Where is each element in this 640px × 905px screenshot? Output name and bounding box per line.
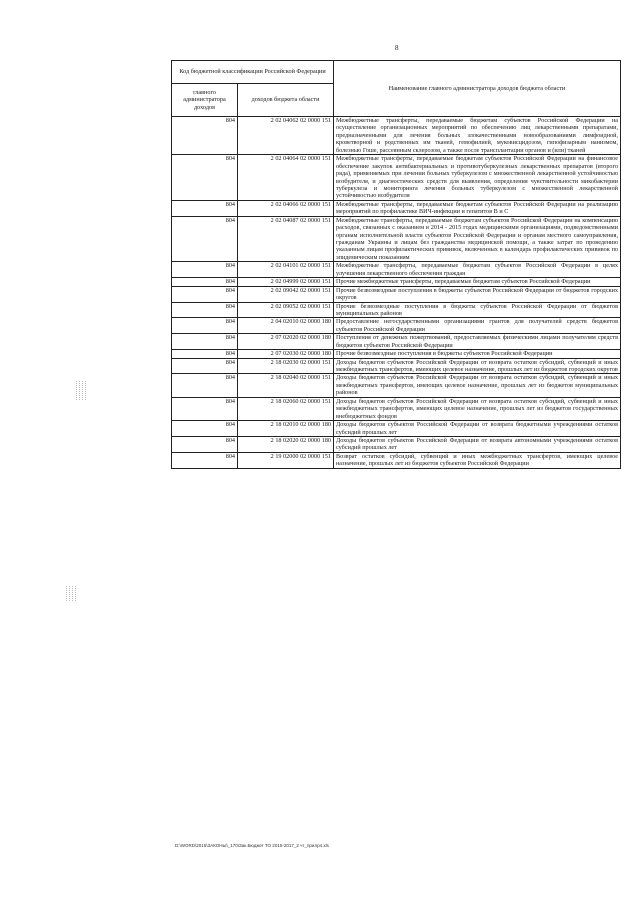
table-row — [172, 278, 621, 286]
admin-code-cell: 804 — [172, 436, 238, 452]
income-name-cell: Предоставление негосударственными организациями грантов для получателей средств бюджетов субъектов Российской Федерации — [334, 318, 621, 334]
income-code-cell: 2 02 04999 02 0000 151 — [238, 278, 334, 286]
income-name-cell: Доходы бюджетов субъектов Российской Федерации от возврата бюджетными учреждениями остатков субсидий прошлых лет — [334, 421, 621, 437]
income-name-cell: Доходы бюджетов субъектов Российской Федерации от возврата автономными учреждениями остатков субсидий прошлых лет — [334, 436, 621, 452]
scan-noise-left-lower — [66, 585, 76, 602]
header-name: Наименование главного администратора доходов бюджета области — [334, 61, 621, 117]
income-code-cell: 2 18 02030 02 0000 151 — [238, 358, 334, 374]
admin-code-cell: 804 — [172, 421, 238, 437]
income-name-cell: Возврат остатков субсидий, субвенций и иных межбюджетных трансфертов, имеющих целевое назначение, прошлых лет из бюджетов субъектов Российской Федерации — [334, 452, 621, 468]
admin-code-cell: 804 — [172, 216, 238, 262]
income-code-cell: 2 02 04087 02 0000 151 — [238, 216, 334, 262]
income-name-cell: Межбюджетные трансферты, передаваемые бюджетам субъектов Российской Федерации на осуществление организационных мероприятий по обеспечению лиц лекарственными препаратами, предназначенными для лечения больных злокачественными новообразованиями лимфоидной, кроветворной и родственных им тканей, гемофилией, муковисцидозом, гипофизарным нанизмом, болезнью Гоше, рассеянным склерозом, а также после трансплантации органов и (или) тканей — [334, 117, 621, 155]
table-row — [172, 286, 621, 302]
admin-code-cell: 804 — [172, 452, 238, 468]
admin-code-cell: 804 — [172, 117, 238, 155]
admin-code-cell: 804 — [172, 155, 238, 201]
scan-noise-left — [76, 380, 86, 401]
table-row — [172, 216, 621, 262]
income-name-cell: Прочие безвозмездные поступления в бюджеты субъектов Российской Федерации — [334, 350, 621, 358]
table-row — [172, 334, 621, 350]
table-row — [172, 302, 621, 318]
income-code-cell: 2 18 02010 02 0000 180 — [238, 421, 334, 437]
table-row — [172, 436, 621, 452]
admin-code-cell: 804 — [172, 397, 238, 420]
header-income: доходов бюджета области — [238, 84, 334, 117]
income-name-cell: Межбюджетные трансферты, передаваемые бюджетам субъектов Российской Федерации в целях улучшения лекарственного обеспечения граждан — [334, 262, 621, 278]
admin-code-cell: 804 — [172, 358, 238, 374]
income-code-cell: 2 18 02040 02 0000 151 — [238, 374, 334, 397]
table-row — [172, 358, 621, 374]
table-body — [172, 117, 621, 469]
income-name-cell: Доходы бюджетов субъектов Российской Федерации от возврата остатков субсидий, субвенций и иных межбюджетных трансфертов, имеющих целевое назначение, прошлых лет из бюджетов муниципальных районов — [334, 374, 621, 397]
table-row — [172, 262, 621, 278]
income-code-cell: 2 18 02060 02 0000 151 — [238, 397, 334, 420]
income-name-cell: Межбюджетные трансферты, передаваемые бюджетам субъектов Российской Федерации на компенсацию расходов, связанных с оказанием в 2014 - 2015 годах медицинскими организациями, подведомственными органам исполнительной власти субъектов Российской Федерации и органам местного самоуправления, гражданам Украины и лицам без гражданства медицинской помощи, а также затрат по проведению указанным лицам профилактических прививок, включенных в календарь профилактических прививок по эпидемическим показаниям — [334, 216, 621, 262]
table-row — [172, 200, 621, 216]
table-row — [172, 452, 621, 468]
table-row — [172, 117, 621, 155]
admin-code-cell: 804 — [172, 200, 238, 216]
income-code-cell: 2 07 02020 02 0000 180 — [238, 334, 334, 350]
admin-code-cell: 804 — [172, 278, 238, 286]
admin-code-cell: 804 — [172, 286, 238, 302]
income-name-cell: Межбюджетные трансферты, передаваемые бюджетам субъектов Российской Федерации на реализацию мероприятий по профилактике ВИЧ-инфекции и гепатитов В и С — [334, 200, 621, 216]
admin-code-cell: 804 — [172, 374, 238, 397]
admin-code-cell: 804 — [172, 334, 238, 350]
income-name-cell: Межбюджетные трансферты, передаваемые бюджетам субъектов Российской Федерации на финансовое обеспечение закупок антибактериальных и противотуберкулезных лекарственных препаратов (второго ряда), применяемых при лечении больных туберкулезом с множественной лекарственной устойчивостью возбудителя, и диагностических средств для выявления, определения чувствительности микобактерии туберкулеза и мониторинга лечения больных туберкулезом с множественной лекарственной устойчивостью возбудителя — [334, 155, 621, 201]
header-code-group: Код бюджетной классификации Российской Федерации — [172, 61, 334, 84]
admin-code-cell: 804 — [172, 318, 238, 334]
table-row — [172, 350, 621, 358]
table-row — [172, 421, 621, 437]
admin-code-cell: 804 — [172, 262, 238, 278]
income-code-cell: 2 18 02020 02 0000 180 — [238, 436, 334, 452]
income-code-cell: 2 02 04062 02 0000 151 — [238, 117, 334, 155]
income-name-cell: Прочие безвозмездные поступления в бюджеты субъектов Российской Федерации от бюджетов городских округов — [334, 286, 621, 302]
income-code-cell: 2 07 02030 02 0000 180 — [238, 350, 334, 358]
income-code-cell: 2 02 04064 02 0000 151 — [238, 155, 334, 201]
income-name-cell: Прочие межбюджетные трансферты, передаваемые бюджетам субъектов Российской Федерации — [334, 278, 621, 286]
income-code-cell: 2 02 04101 02 0000 151 — [238, 262, 334, 278]
income-name-cell: Доходы бюджетов субъектов Российской Федерации от возврата остатков субсидий, субвенций и иных межбюджетных трансфертов, имеющих целевое назначение, прошлых лет из бюджетов государственных внебюджетных фондов — [334, 397, 621, 420]
income-code-cell: 2 19 02000 02 0000 151 — [238, 452, 334, 468]
income-name-cell: Поступления от денежных пожертвований, предоставляемых физическими лицами получателям средств бюджетов субъектов Российской Федерации — [334, 334, 621, 350]
budget-classification-table — [171, 60, 621, 469]
income-name-cell: Доходы бюджетов субъектов Российской Федерации от возврата остатков субсидий, субвенций и иных межбюджетных трансфертов, имеющих целевое назначение, прошлых лет из бюджетов городских округов — [334, 358, 621, 374]
income-name-cell: Прочие безвозмездные поступления в бюджеты субъектов Российской Федерации от бюджетов муниципальных районов — [334, 302, 621, 318]
income-code-cell: 2 02 09042 02 0000 151 — [238, 286, 334, 302]
page-number: 8 — [395, 44, 399, 52]
table-row — [172, 397, 621, 420]
header-admin: главного администратора доходов — [172, 84, 238, 117]
income-code-cell: 2 02 09052 02 0000 151 — [238, 302, 334, 318]
income-code-cell: 2 04 02010 02 0000 180 — [238, 318, 334, 334]
admin-code-cell: 804 — [172, 302, 238, 318]
file-path-footer: D:\WORD\2015\ЗАКОНЫ\_170\Зак.Бюджет ТО 2015-2017_2 чт_прилр4.xls — [175, 843, 329, 848]
income-code-cell: 2 02 04066 02 0000 151 — [238, 200, 334, 216]
table-row — [172, 374, 621, 397]
admin-code-cell: 804 — [172, 350, 238, 358]
table-row — [172, 318, 621, 334]
table-row — [172, 155, 621, 201]
